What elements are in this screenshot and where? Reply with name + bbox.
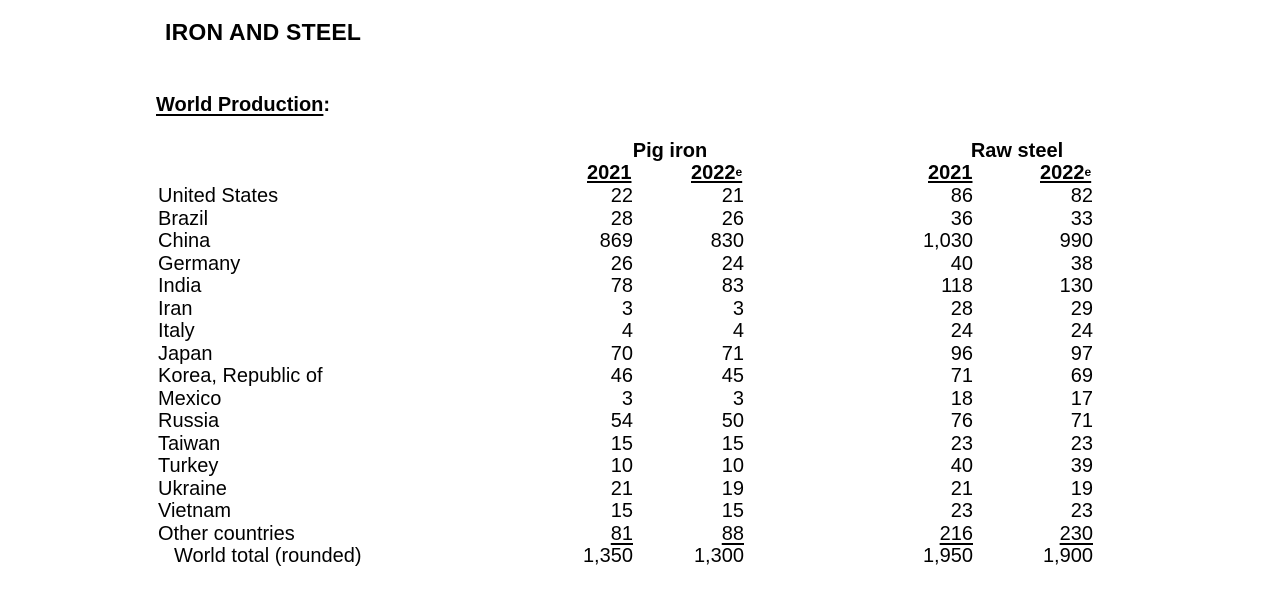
pig-2022-value: 45 [721, 365, 744, 387]
steel-2021-value: 1,030 [922, 230, 973, 252]
country-name: Taiwan [158, 432, 221, 455]
pig-2021-value: 22 [610, 185, 633, 207]
table-row [0, 388, 1280, 411]
steel-2021-value: 28 [950, 297, 973, 320]
pig-2021-value: 26 [610, 252, 633, 275]
table-row [0, 343, 1280, 366]
pig-iron-2022-header [691, 162, 742, 184]
steel-2021-value: 216 [939, 522, 973, 545]
pig-2022-value: 24 [721, 252, 744, 275]
steel-2021-value: 118 [941, 275, 973, 297]
table-row [0, 320, 1280, 343]
raw-steel-2022-header [1040, 162, 1091, 184]
steel-2021-value: 86 [950, 185, 973, 207]
pig-iron-header: Pig iron [632, 140, 708, 162]
steel-2021-value: 40 [950, 252, 973, 275]
section-heading-label: World Production [156, 94, 324, 116]
pig-iron-2022-year: 2022 [691, 162, 736, 184]
steel-2022-value: 82 [1070, 185, 1093, 207]
pig-2022-value: 21 [721, 185, 744, 207]
table-row [0, 523, 1280, 546]
table-row [0, 208, 1280, 231]
pig-iron-2021-header: 2021 [587, 162, 632, 184]
steel-2021-value: 24 [950, 320, 973, 342]
country-name: Ukraine [158, 477, 227, 500]
table-row [0, 275, 1280, 298]
pig-2022-value: 15 [721, 500, 744, 522]
country-name: Brazil [158, 207, 209, 230]
section-heading-colon: : [323, 94, 331, 116]
steel-2022-value: 69 [1070, 365, 1093, 387]
pig-2022-value: 71 [721, 342, 744, 365]
steel-2022-value: 990 [1059, 230, 1093, 252]
raw-steel-2021-header: 2021 [928, 162, 973, 184]
pig-2021-value: 21 [610, 477, 633, 500]
country-name: Mexico [158, 387, 222, 410]
pig-2021-value: 28 [610, 207, 633, 230]
production-table [0, 185, 1280, 568]
pig-2021-value: 3 [621, 387, 633, 410]
pig-2022-value: 1,300 [693, 545, 744, 567]
section-heading [156, 94, 330, 117]
steel-2022-value: 71 [1070, 410, 1093, 432]
pig-2022-value: 19 [721, 477, 744, 500]
steel-2021-value: 71 [950, 365, 973, 387]
steel-2021-value: 40 [950, 455, 973, 477]
table-row [0, 455, 1280, 478]
country-name: India [158, 275, 202, 297]
pig-2021-value: 46 [610, 365, 633, 387]
country-name: World total (rounded) [174, 545, 362, 567]
country-name: Korea, Republic of [158, 365, 323, 387]
pig-2021-value: 15 [610, 432, 633, 455]
table-row [0, 253, 1280, 276]
steel-2022-value: 230 [1059, 522, 1093, 545]
pig-2021-value: 54 [610, 410, 633, 432]
country-name: Iran [158, 297, 193, 320]
steel-2022-value: 1,900 [1042, 545, 1093, 567]
steel-2022-value: 39 [1070, 455, 1093, 477]
country-name: Other countries [158, 522, 295, 545]
pig-2022-value: 83 [721, 275, 744, 297]
country-name: Italy [158, 320, 195, 342]
steel-2021-value: 23 [950, 432, 973, 455]
steel-2021-value: 96 [950, 342, 973, 365]
pig-2021-value: 869 [599, 230, 633, 252]
raw-steel-header: Raw steel [970, 140, 1064, 162]
pig-2021-value: 1,350 [582, 545, 633, 567]
steel-2022-value: 19 [1070, 477, 1093, 500]
steel-2022-value: 97 [1070, 342, 1093, 365]
steel-2022-value: 24 [1070, 320, 1093, 342]
steel-2022-value: 33 [1070, 207, 1093, 230]
table-row [0, 365, 1280, 388]
raw-steel-estimate-mark: e [1084, 165, 1092, 179]
table-row [0, 185, 1280, 208]
table-row [0, 478, 1280, 501]
steel-2021-value: 18 [950, 387, 973, 410]
steel-2022-value: 130 [1059, 275, 1093, 297]
pig-2022-value: 50 [721, 410, 744, 432]
steel-2022-value: 23 [1070, 432, 1093, 455]
pig-2022-value: 3 [732, 387, 744, 410]
steel-2022-value: 38 [1070, 252, 1093, 275]
pig-2021-value: 10 [610, 455, 633, 477]
table-row [0, 298, 1280, 321]
steel-2022-value: 17 [1070, 387, 1093, 410]
table-row [0, 230, 1280, 253]
pig-2022-value: 88 [721, 522, 744, 545]
total-row [0, 545, 1280, 568]
pig-2022-value: 15 [721, 432, 744, 455]
pig-2022-value: 4 [732, 320, 744, 342]
pig-2022-value: 26 [721, 207, 744, 230]
table-row [0, 433, 1280, 456]
country-name: Germany [158, 252, 241, 275]
country-name: Turkey [158, 455, 219, 477]
pig-2022-value: 3 [732, 297, 744, 320]
steel-2021-value: 23 [950, 500, 973, 522]
steel-2021-value: 36 [950, 207, 973, 230]
pig-2022-value: 10 [721, 455, 744, 477]
steel-2021-value: 21 [950, 477, 973, 500]
pig-2021-value: 3 [621, 297, 633, 320]
steel-2021-value: 1,950 [922, 545, 973, 567]
country-name: Vietnam [158, 500, 232, 522]
steel-2022-value: 23 [1070, 500, 1093, 522]
country-name: Japan [158, 342, 213, 365]
table-row [0, 500, 1280, 523]
country-name: Russia [158, 410, 220, 432]
pig-iron-estimate-mark: e [735, 165, 743, 179]
page-title: IRON AND STEEL [165, 19, 362, 45]
country-name: United States [158, 185, 279, 207]
pig-2021-value: 4 [621, 320, 633, 342]
raw-steel-2022-year: 2022 [1040, 162, 1085, 184]
steel-2021-value: 76 [950, 410, 973, 432]
pig-2021-value: 78 [610, 275, 633, 297]
country-name: China [158, 230, 211, 252]
pig-2021-value: 81 [610, 522, 633, 545]
pig-2022-value: 830 [710, 230, 744, 252]
pig-2021-value: 15 [610, 500, 633, 522]
pig-2021-value: 70 [610, 342, 633, 365]
steel-2022-value: 29 [1070, 297, 1093, 320]
table-row [0, 410, 1280, 433]
